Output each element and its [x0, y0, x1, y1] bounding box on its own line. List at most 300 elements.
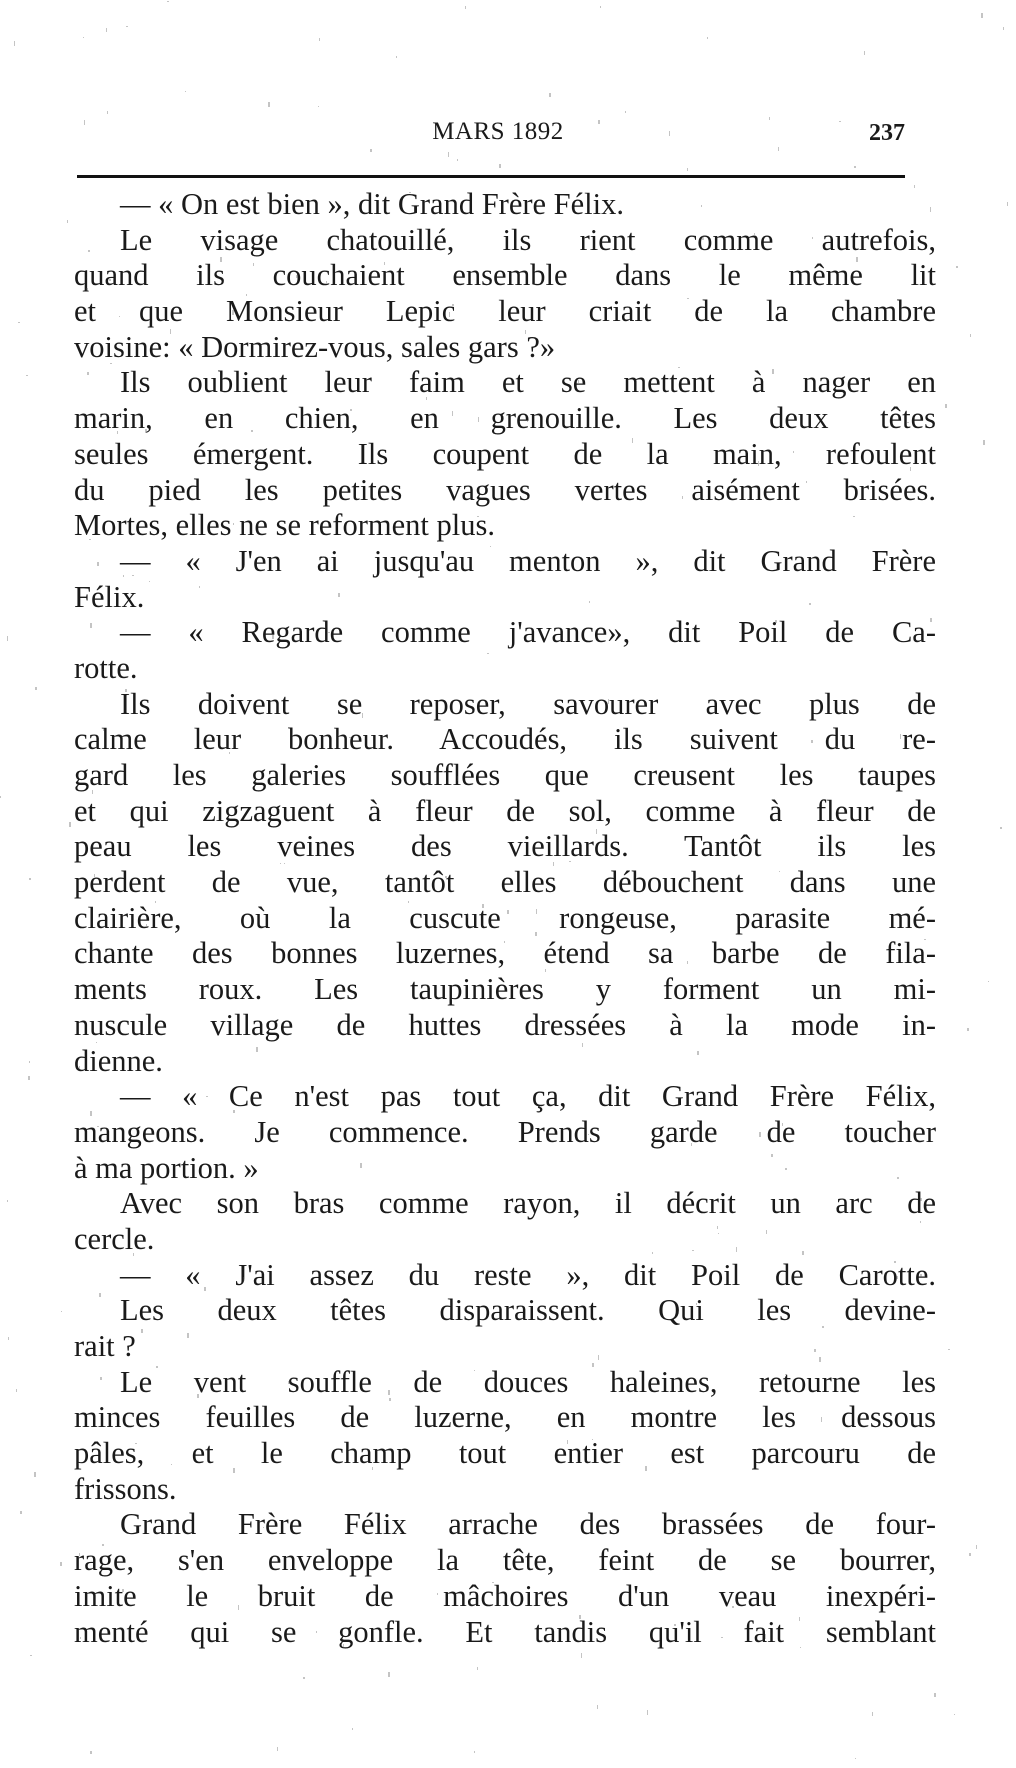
scan-speck: [123, 575, 124, 577]
scan-speck: [819, 1357, 821, 1362]
scan-speck: [645, 1466, 647, 1471]
scan-speck: [319, 38, 320, 41]
scan-speck: [141, 1329, 143, 1333]
text-line: Félix.: [74, 579, 145, 614]
scan-speck: [362, 713, 363, 718]
scan-speck: [478, 417, 479, 422]
text-line: voisine: « Dormirez-vous, sales gars ?»: [74, 329, 556, 364]
scan-speck: [854, 166, 856, 168]
scan-speck: [492, 1582, 494, 1583]
scan-speck: [806, 481, 807, 483]
text-line: — « J'ai assez du reste », dit Poil de Carotte.: [120, 1257, 936, 1292]
scan-speck: [930, 207, 931, 212]
scan-speck: [567, 1440, 568, 1444]
page-number: 237: [869, 120, 905, 146]
scan-speck: [553, 862, 554, 866]
scan-speck: [35, 687, 37, 690]
scan-speck: [467, 1530, 469, 1533]
scan-speck: [16, 1389, 17, 1392]
scan-speck: [499, 164, 501, 168]
scan-speck: [83, 37, 84, 38]
scan-speck: [1007, 202, 1008, 206]
scan-speck: [687, 168, 688, 171]
scan-speck: [110, 363, 112, 364]
scan-speck: [778, 147, 779, 151]
scan-speck: [592, 1363, 594, 1367]
scan-speck: [674, 1624, 676, 1626]
text-line: rotte.: [74, 650, 138, 685]
scan-speck: [589, 601, 590, 603]
scan-speck: [100, 1377, 102, 1380]
scan-speck: [370, 149, 372, 152]
text-line: du pied les petites vagues vertes aisément brisées.: [74, 472, 936, 507]
scan-speck: [87, 372, 89, 375]
scan-speck: [812, 237, 813, 239]
scan-speck: [717, 1226, 718, 1229]
scan-speck: [377, 453, 378, 455]
scan-speck: [251, 430, 253, 432]
header-rule: [77, 175, 905, 178]
scan-speck: [109, 279, 111, 281]
scan-speck: [702, 236, 704, 240]
scan-speck: [122, 1589, 124, 1592]
text-line: minces feuilles de luzerne, en montre les dessous: [74, 1400, 936, 1435]
scan-speck: [721, 1637, 723, 1638]
scan-speck: [457, 159, 458, 161]
text-line: frissons.: [74, 1471, 177, 1506]
scan-speck: [236, 1308, 237, 1312]
scan-speck: [897, 1177, 899, 1179]
scan-speck: [620, 210, 621, 213]
scan-speck: [814, 1349, 816, 1352]
text-line: rait ?: [74, 1329, 136, 1363]
text-line: mangeons. Je commence. Prends garde de toucher: [74, 1114, 936, 1149]
scan-speck: [822, 991, 823, 996]
scan-speck: [592, 1439, 593, 1440]
text-line: rage, s'en enveloppe la tête, feint de se bourrer,: [74, 1543, 936, 1578]
scan-speck: [80, 1637, 81, 1639]
scan-speck: [349, 737, 351, 738]
scan-speck: [707, 37, 708, 39]
scan-speck: [92, 790, 93, 794]
scan-speck: [253, 263, 254, 266]
scan-speck: [199, 586, 200, 588]
scan-speck: [69, 822, 71, 827]
scan-speck: [316, 1631, 317, 1633]
scan-speck: [384, 262, 385, 265]
scan-speck: [678, 367, 680, 368]
scan-speck: [88, 250, 90, 252]
scan-speck: [34, 1472, 36, 1477]
scan-speck: [363, 1308, 365, 1312]
scan-speck: [99, 1293, 101, 1297]
scan-speck: [26, 375, 28, 376]
scan-speck: [89, 539, 91, 540]
scan-speck: [272, 635, 274, 639]
scan-speck: [799, 1617, 800, 1621]
scan-speck: [448, 152, 449, 157]
text-line: — « On est bien », dit Grand Frère Félix.: [120, 187, 625, 221]
scan-speck: [389, 1398, 391, 1401]
scan-speck: [569, 861, 571, 862]
scan-speck: [233, 523, 234, 525]
scan-speck: [409, 192, 411, 193]
scan-speck: [692, 1250, 694, 1251]
scan-speck: [60, 1562, 62, 1566]
scan-speck: [263, 1527, 264, 1528]
text-line: marin, en chien, en grenouille. Les deux têtes: [74, 401, 936, 436]
scan-speck: [233, 1110, 235, 1113]
scan-speck: [146, 924, 147, 926]
scan-speck: [506, 415, 508, 416]
scan-speck: [772, 369, 774, 374]
scan-speck: [765, 1634, 766, 1639]
scan-speck: [135, 1443, 137, 1444]
text-line: — « J'en ai jusqu'au menton », dit Grand Frère: [120, 543, 936, 578]
scan-speck: [474, 1370, 475, 1371]
scan-speck: [14, 41, 15, 46]
scan-speck: [782, 1123, 783, 1126]
scan-speck: [504, 941, 505, 943]
scan-speck: [535, 932, 537, 936]
scan-speck: [426, 397, 427, 400]
scan-speck: [145, 429, 147, 433]
scan-speck: [896, 1276, 898, 1279]
scan-speck: [328, 632, 330, 633]
scan-speck: [482, 904, 484, 908]
scan-speck: [288, 1381, 290, 1384]
scan-speck: [107, 111, 108, 114]
scan-speck: [687, 298, 689, 299]
scan-speck: [920, 1221, 921, 1223]
scan-speck: [811, 740, 813, 743]
scan-speck: [457, 776, 458, 781]
text-line: Ils oublient leur faim et se mettent à nager en: [120, 365, 936, 400]
scan-speck: [170, 329, 171, 334]
scan-speck: [408, 901, 409, 903]
scan-speck: [970, 334, 971, 337]
scan-speck: [548, 1601, 549, 1603]
scan-speck: [96, 1042, 97, 1043]
scan-speck: [268, 102, 270, 107]
scan-speck: [445, 876, 447, 878]
scan-speck: [598, 120, 600, 124]
scan-speck: [18, 322, 20, 323]
scan-speck: [474, 1751, 475, 1753]
scan-speck: [976, 1545, 977, 1549]
text-line: nuscule village de huttes dressées à la mode in-: [74, 1007, 936, 1042]
scan-speck: [930, 618, 932, 622]
scan-speck: [857, 493, 858, 494]
scan-speck: [296, 275, 298, 278]
scan-speck: [452, 411, 453, 416]
scan-speck: [84, 120, 85, 125]
text-line: clairière, où la cuscute rongeuse, parasite mé-: [74, 900, 936, 935]
scan-speck: [133, 1253, 134, 1256]
scan-speck: [924, 939, 926, 940]
scan-speck: [793, 451, 794, 453]
text-line: et que Monsieur Lepic leur criait de la chambre: [74, 294, 936, 329]
scan-speck: [437, 1593, 438, 1595]
scan-speck: [800, 1647, 801, 1648]
scan-speck: [697, 1051, 699, 1055]
scan-speck: [280, 863, 281, 864]
text-line: cercle.: [74, 1221, 155, 1256]
scan-speck: [388, 1390, 390, 1395]
scan-speck: [758, 1535, 759, 1536]
scan-speck: [785, 1374, 787, 1375]
scan-speck: [578, 380, 579, 383]
scan-speck: [167, 1, 169, 2]
scan-speck: [97, 1126, 99, 1127]
scan-speck: [102, 1544, 104, 1546]
scan-speck: [452, 304, 454, 306]
scan-speck: [914, 185, 915, 188]
scan-speck: [632, 438, 633, 443]
text-line: perdent de vue, tantôt elles débouchent dans une: [74, 865, 936, 900]
scan-speck: [338, 593, 340, 597]
text-line: — « Regarde comme j'avance», dit Poil de Ca-: [120, 615, 936, 650]
scan-speck: [956, 266, 958, 268]
scan-speck: [171, 1464, 172, 1465]
scan-speck: [246, 294, 247, 296]
scan-speck: [856, 257, 858, 262]
scan-speck: [910, 467, 911, 471]
scan-speck: [156, 1366, 158, 1368]
scan-speck: [132, 575, 134, 576]
scan-speck: [90, 1751, 92, 1754]
text-line: Grand Frère Félix arrache des brassées de four-: [120, 1507, 936, 1542]
scan-speck: [839, 121, 841, 122]
text-line: Le vent souffle de douces haleines, retourne les: [120, 1364, 936, 1399]
scan-speck: [352, 1728, 353, 1730]
scan-speck: [600, 6, 601, 8]
scan-speck: [232, 310, 234, 315]
scan-speck: [802, 1251, 804, 1255]
text-line: pâles, et le champ tout entier est parcouru de: [74, 1436, 936, 1471]
scan-speck: [732, 1606, 734, 1608]
scan-speck: [206, 1096, 208, 1097]
scan-speck: [8, 1337, 9, 1340]
scan-speck: [809, 603, 811, 605]
scan-speck: [527, 421, 528, 422]
scan-speck: [185, 91, 186, 92]
scan-speck: [0, 796, 1, 798]
text-line: à ma portion. »: [74, 1150, 259, 1185]
scan-speck: [596, 829, 597, 834]
scan-speck: [736, 1247, 737, 1252]
scan-speck: [754, 233, 755, 235]
scan-speck: [769, 117, 770, 120]
scan-speck: [647, 1710, 648, 1715]
scan-speck: [388, 1672, 390, 1677]
scan-speck: [701, 205, 702, 207]
text-line: Avec son bras comme rayon, il décrit un arc de: [120, 1186, 936, 1221]
running-head: [77, 118, 905, 158]
scan-speck: [855, 1758, 856, 1759]
scan-speck: [79, 1066, 80, 1069]
scan-speck: [507, 910, 509, 914]
scan-speck: [372, 1467, 373, 1470]
scan-speck: [149, 581, 150, 582]
scan-speck: [106, 28, 107, 32]
text-line: Mortes, elles ne se reforment plus.: [74, 508, 495, 543]
scan-speck: [187, 1333, 189, 1338]
text-line: Les deux têtes disparaissent. Qui les devine-: [120, 1293, 936, 1328]
scan-speck: [125, 689, 127, 692]
scan-speck: [525, 330, 526, 334]
scan-speck: [229, 752, 230, 754]
scan-speck: [549, 93, 551, 97]
scan-speck: [948, 1349, 950, 1350]
scan-speck: [1003, 27, 1004, 30]
scan-speck: [983, 440, 985, 445]
scan-speck: [766, 1230, 767, 1234]
scan-speck: [28, 1076, 30, 1080]
text-line: calme leur bonheur. Accoudés, ils suivent du re-: [74, 722, 936, 757]
scan-speck: [103, 1628, 104, 1629]
scan-speck: [754, 385, 755, 389]
scan-speck: [29, 1061, 30, 1063]
scan-speck: [343, 1644, 344, 1648]
scan-speck: [718, 1233, 719, 1234]
scan-speck: [900, 734, 901, 739]
scan-speck: [103, 729, 104, 731]
scan-speck: [696, 1303, 697, 1305]
scan-speck: [669, 131, 670, 136]
scan-speck: [775, 620, 777, 623]
scan-speck: [1000, 827, 1002, 829]
body-text: [74, 187, 936, 1650]
scan-speck: [396, 56, 397, 58]
scan-speck: [284, 863, 285, 864]
scan-speck: [318, 106, 319, 107]
scan-speck: [771, 1154, 773, 1157]
text-line: ments roux. Les taupinières y forment un mi-: [74, 972, 936, 1007]
scan-speck: [625, 111, 626, 113]
scan-speck: [588, 1134, 589, 1135]
scan-speck: [487, 653, 489, 654]
scan-speck: [836, 746, 838, 749]
scan-speck: [579, 1615, 581, 1619]
scan-speck: [20, 1511, 22, 1514]
scan-speck: [410, 886, 412, 891]
scan-speck: [94, 874, 95, 877]
scan-speck: [822, 1326, 824, 1328]
scan-speck: [477, 516, 479, 517]
text-line: quand ils couchaient ensemble dans le même lit: [74, 258, 936, 293]
scan-speck: [608, 699, 609, 704]
scan-speck: [864, 51, 865, 55]
scan-speck: [920, 1198, 922, 1201]
scan-speck: [945, 404, 947, 408]
scan-speck: [698, 312, 699, 313]
scan-speck: [326, 281, 327, 283]
scan-speck: [7, 636, 8, 641]
scan-speck: [785, 1168, 787, 1170]
scan-speck: [954, 1714, 955, 1715]
scan-speck: [256, 1047, 258, 1052]
text-line: menté qui se gonfle. Et tandis qu'il fait semblant: [74, 1614, 936, 1649]
scan-speck: [687, 961, 688, 964]
scan-speck: [582, 1043, 583, 1047]
scan-speck: [467, 913, 468, 918]
scan-speck: [61, 1311, 62, 1312]
scan-speck: [853, 516, 855, 517]
scan-speck: [197, 1394, 199, 1398]
scan-speck: [762, 1383, 764, 1385]
text-line: Le visage chatouillé, ils rient comme autrefois,: [120, 222, 936, 257]
scan-speck: [934, 1693, 936, 1697]
text-line: Ils doivent se reposer, savourer avec plus de: [120, 686, 936, 721]
scan-speck: [67, 220, 68, 223]
scan-speck: [79, 1553, 80, 1556]
scan-speck: [920, 1274, 922, 1278]
scan-speck: [598, 1355, 599, 1360]
scan-speck: [758, 461, 759, 466]
scan-speck: [90, 623, 92, 628]
scan-speck: [597, 1705, 598, 1709]
scan-speck: [97, 562, 99, 566]
text-line: seules émergent. Ils coupent de la main, refoulent: [74, 436, 936, 471]
scan-speck: [350, 409, 352, 411]
scan-speck: [872, 1712, 873, 1716]
text-line: chante des bonnes luzernes, étend sa barbe de fila-: [74, 936, 936, 971]
scan-speck: [490, 546, 491, 547]
scan-speck: [360, 1163, 362, 1168]
scan-speck: [477, 1667, 478, 1670]
scan-speck: [449, 312, 450, 317]
text-line: — « Ce n'est pas tout ça, dit Grand Frère Félix,: [120, 1079, 936, 1114]
scan-speck: [220, 257, 222, 262]
text-line: et qui zigzaguent à fleur de sol, comme à fleur de: [74, 793, 936, 828]
scan-speck: [7, 1200, 8, 1202]
scan-speck: [465, 6, 466, 9]
scan-speck: [682, 496, 683, 499]
scan-speck: [536, 909, 537, 914]
scan-speck: [691, 1143, 692, 1146]
text-line: dienne.: [74, 1043, 163, 1078]
text-line: gard les galeries soufflées que creusent les taupes: [74, 758, 936, 792]
scan-speck: [243, 1277, 244, 1282]
scan-speck: [90, 1111, 92, 1116]
scan-speck: [779, 871, 780, 872]
text-line: peau les veines des vieillards. Tantôt ils les: [74, 829, 936, 864]
scan-speck: [86, 288, 88, 291]
scan-speck: [238, 1605, 239, 1610]
scan-speck: [155, 901, 156, 903]
scan-speck: [967, 1028, 969, 1031]
scan-speck: [126, 26, 128, 27]
running-title: MARS 1892: [432, 118, 564, 145]
scan-speck: [581, 1653, 582, 1658]
scan-speck: [29, 878, 31, 880]
text-line: imite le bruit de mâchoires d'un veau inexpéri-: [74, 1578, 936, 1613]
scan-speck: [30, 1655, 32, 1656]
scan-speck: [988, 981, 989, 982]
scan-speck: [303, 1677, 305, 1679]
scan-speck: [119, 316, 120, 317]
scan-speck: [233, 1468, 235, 1473]
scan-speck: [545, 969, 546, 972]
scan-speck: [204, 1287, 206, 1291]
scan-speck: [712, 990, 714, 992]
scan-speck: [981, 13, 983, 18]
scan-speck: [277, 1747, 278, 1751]
scan-speck: [117, 431, 118, 434]
scan-speck: [821, 1417, 822, 1422]
scan-speck: [320, 556, 322, 557]
